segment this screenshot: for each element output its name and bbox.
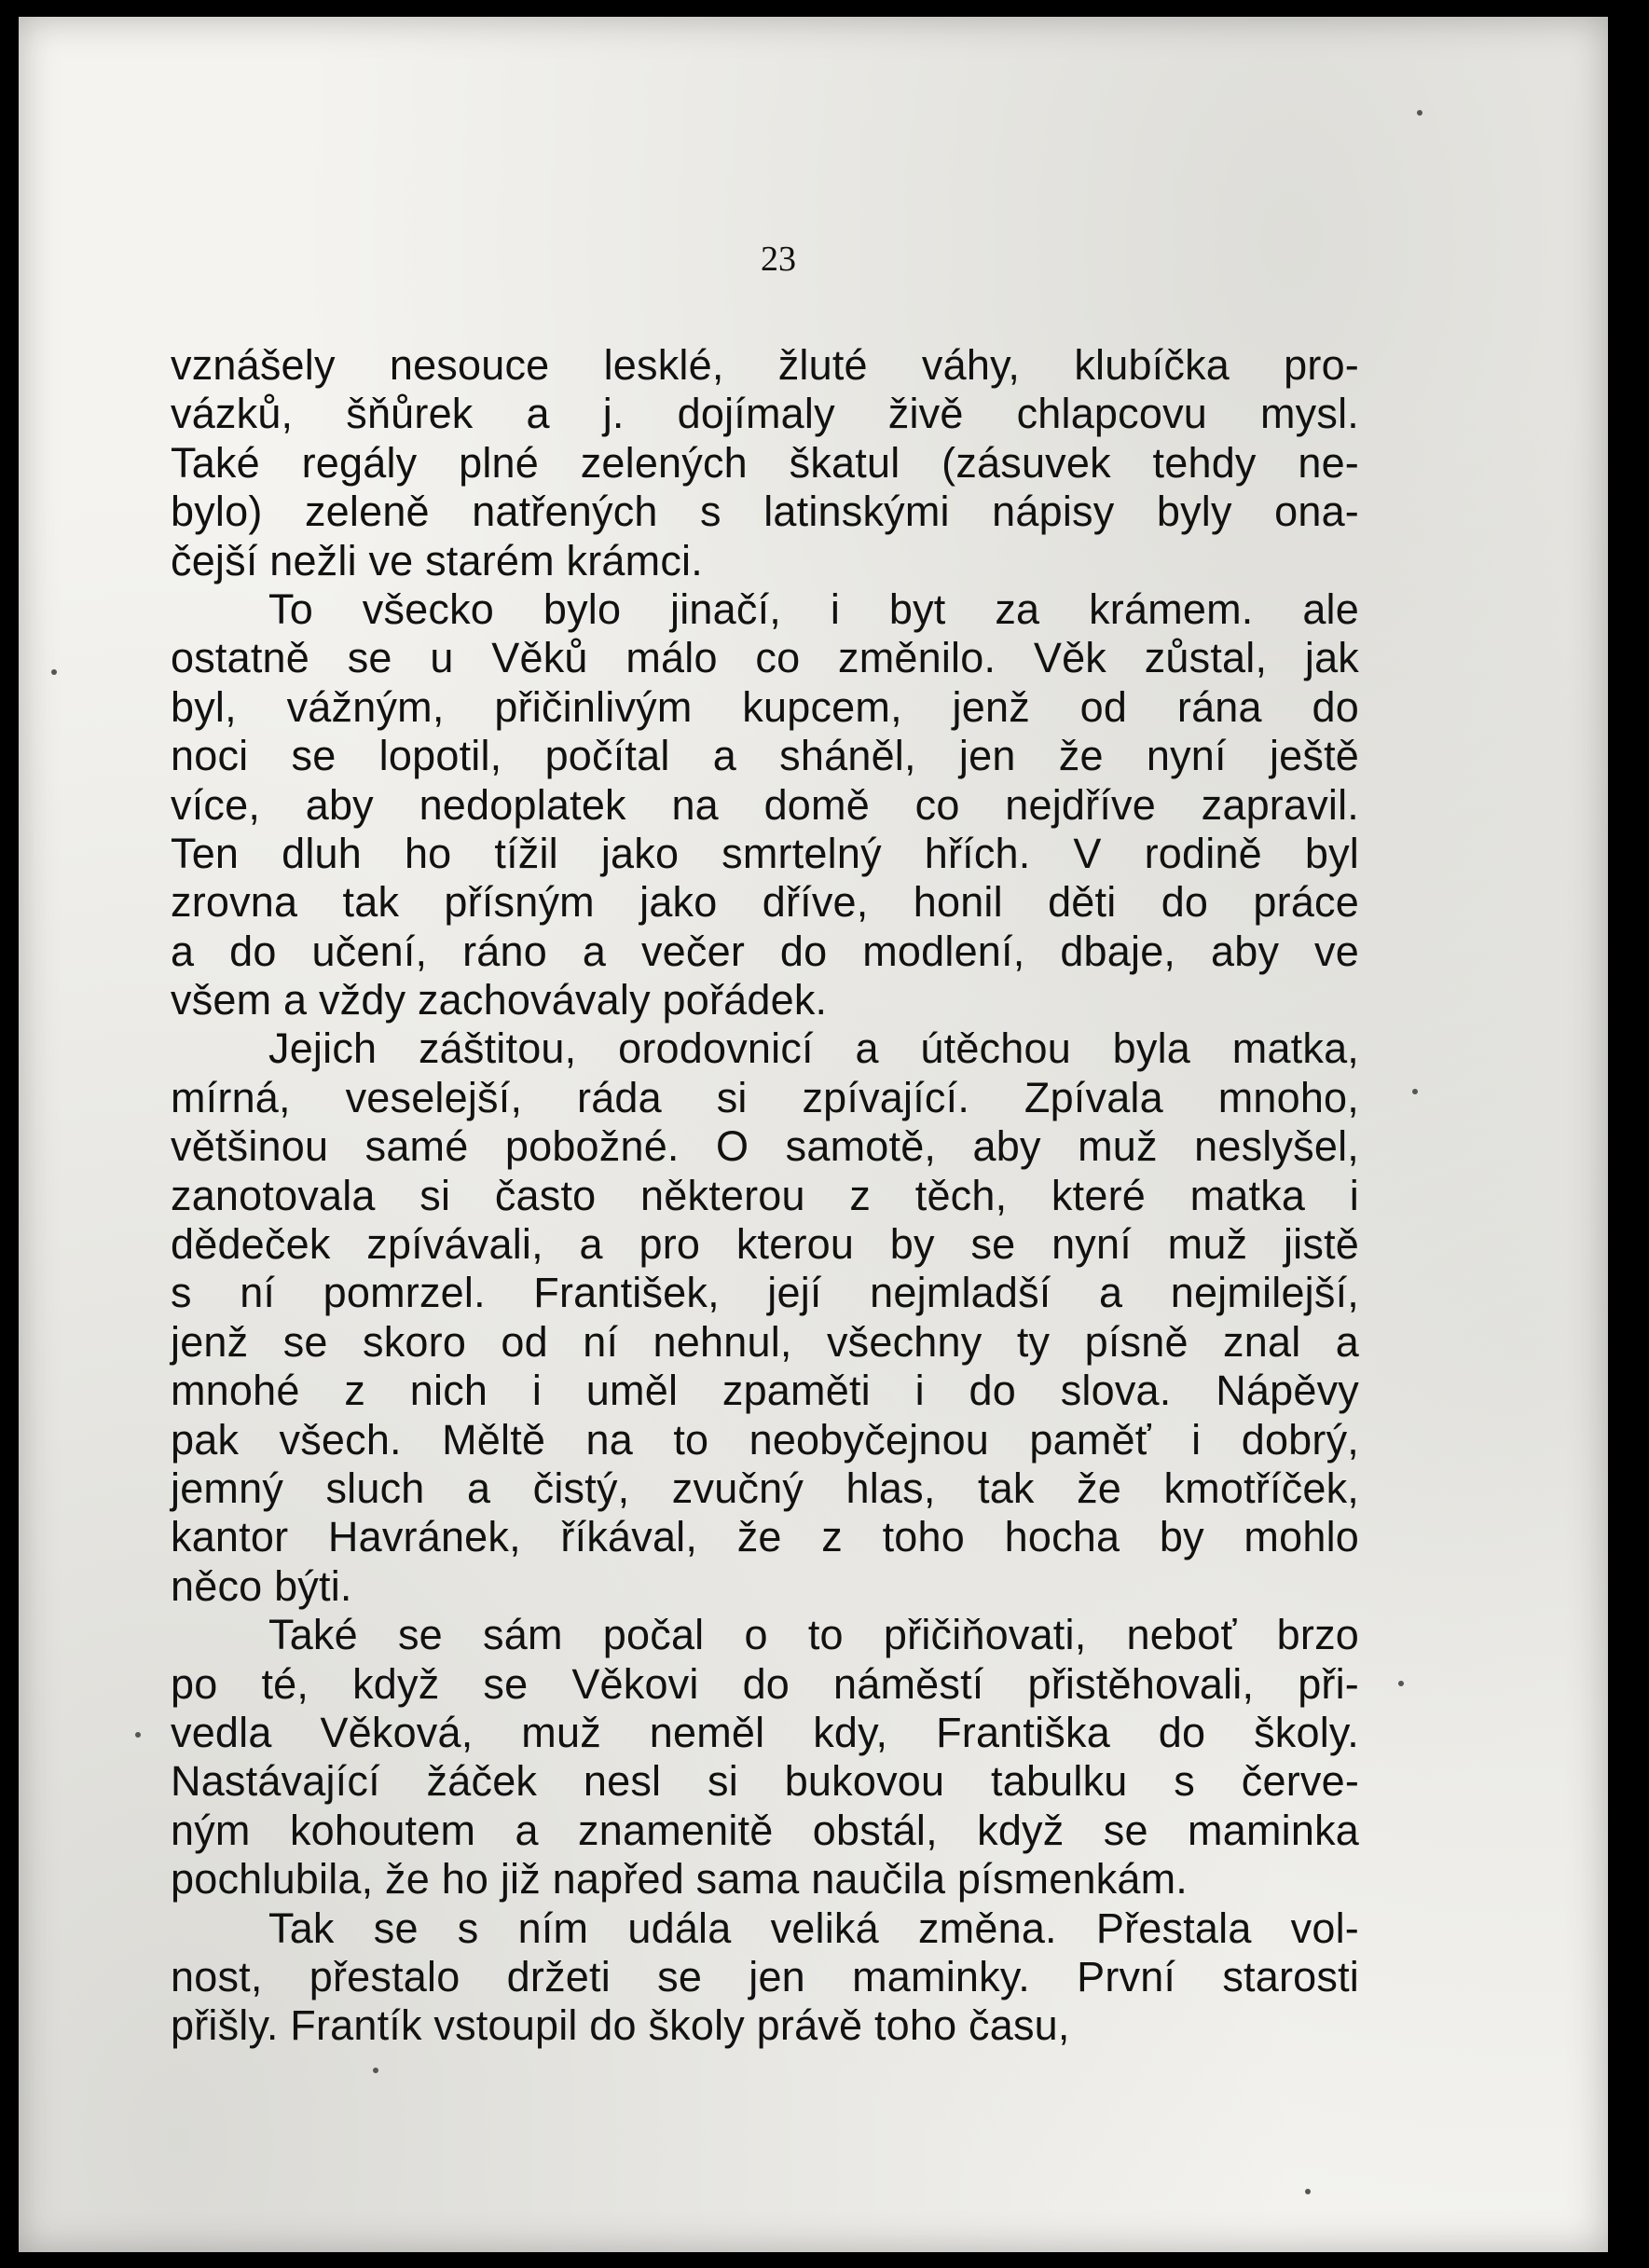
text-line: většinou samé pobožné. O samotě, aby muž neslyšel,	[171, 1122, 1359, 1171]
text-line: noci se lopotil, počítal a sháněl, jen že nyní ještě	[171, 732, 1359, 780]
print-speck	[51, 669, 57, 675]
text-line: Také regály plné zelených škatul (zásuvek tehdy ne-	[171, 438, 1359, 487]
text-line: Také se sám počal o to přičiňovati, neboť brzo	[268, 1611, 1359, 1659]
text-line: To všecko bylo jinačí, i byt za krámem. ale	[268, 584, 1359, 633]
text-line: nost, přestalo držeti se jen maminky. První starosti	[171, 1952, 1359, 2000]
text-line: vznášely nesouce lesklé, žluté váhy, klubíčka pro-	[171, 341, 1359, 389]
text-line: a do učení, ráno a večer do modlení, dbaje, aby ve	[171, 927, 1359, 975]
text-line: po té, když se Věkovi do náměstí přistěhovali, při-	[171, 1659, 1359, 1708]
text-line: něco býti.	[171, 1561, 352, 1610]
text-line: bylo) zeleně natřených s latinskými nápisy byly ona-	[171, 488, 1359, 536]
text-line: ostatně se u Věků málo co změnilo. Věk zůstal, jak	[171, 634, 1359, 682]
print-speck	[1305, 2189, 1311, 2194]
text-line: Ten dluh ho tížil jako smrtelný hřích. V rodině byl	[171, 829, 1359, 877]
text-line: vedla Věková, muž neměl kdy, Františka do školy.	[171, 1708, 1359, 1756]
text-line: zanotovala si často některou z těch, které matka i	[171, 1171, 1359, 1219]
body-text	[171, 341, 1359, 2051]
text-line: dědeček zpívávali, a pro kterou by se nyní muž jistě	[171, 1220, 1359, 1269]
text-line: všem a vždy zachovávaly pořádek.	[171, 976, 828, 1024]
text-line: Tak se s ním udála veliká změna. Přestala vol-	[268, 1904, 1359, 1952]
text-line: mírná, veselejší, ráda si zpívající. Zpívala mnoho,	[171, 1073, 1359, 1121]
print-speck	[373, 2068, 378, 2073]
print-speck	[1398, 1681, 1404, 1686]
text-line: přišly. Frantík vstoupil do školy právě toho času,	[171, 2001, 1070, 2050]
text-line: ným kohoutem a znamenitě obstál, když se maminka	[171, 1806, 1359, 1854]
text-line: jenž se skoro od ní nehnul, všechny ty písně znal a	[171, 1317, 1359, 1366]
text-line: zrovna tak přísným jako dříve, honil děti do práce	[171, 878, 1359, 927]
print-speck	[1412, 1089, 1418, 1094]
page-number: 23	[761, 240, 796, 279]
print-speck	[1417, 110, 1422, 116]
text-line: vázků, šňůrek a j. dojímaly živě chlapcovu mysl.	[171, 390, 1359, 438]
text-line: pak všech. Měltě na to neobyčejnou paměť i dobrý,	[171, 1415, 1359, 1464]
text-line: byl, vážným, přičinlivým kupcem, jenž od rána do	[171, 682, 1359, 731]
text-line: Nastávající žáček nesl si bukovou tabulku s červe-	[171, 1757, 1359, 1806]
text-line: mnohé z nich i uměl zpaměti i do slova. Nápěvy	[171, 1367, 1359, 1415]
text-line: více, aby nedoplatek na domě co nejdříve zapravil.	[171, 780, 1359, 829]
text-line: s ní pomrzel. František, její nejmladší a nejmilejší,	[171, 1269, 1359, 1317]
text-line: čejší nežli ve starém krámci.	[171, 536, 703, 584]
print-speck	[135, 1732, 141, 1738]
book-page	[19, 17, 1608, 2252]
text-line: jemný sluch a čistý, zvučný hlas, tak že kmotříček,	[171, 1464, 1359, 1512]
text-line: pochlubila, že ho již napřed sama naučila písmenkám.	[171, 1855, 1188, 1904]
text-line: kantor Havránek, říkával, že z toho hocha by mohlo	[171, 1513, 1359, 1561]
text-line: Jejich záštitou, orodovnicí a útěchou byla matka,	[268, 1024, 1359, 1073]
